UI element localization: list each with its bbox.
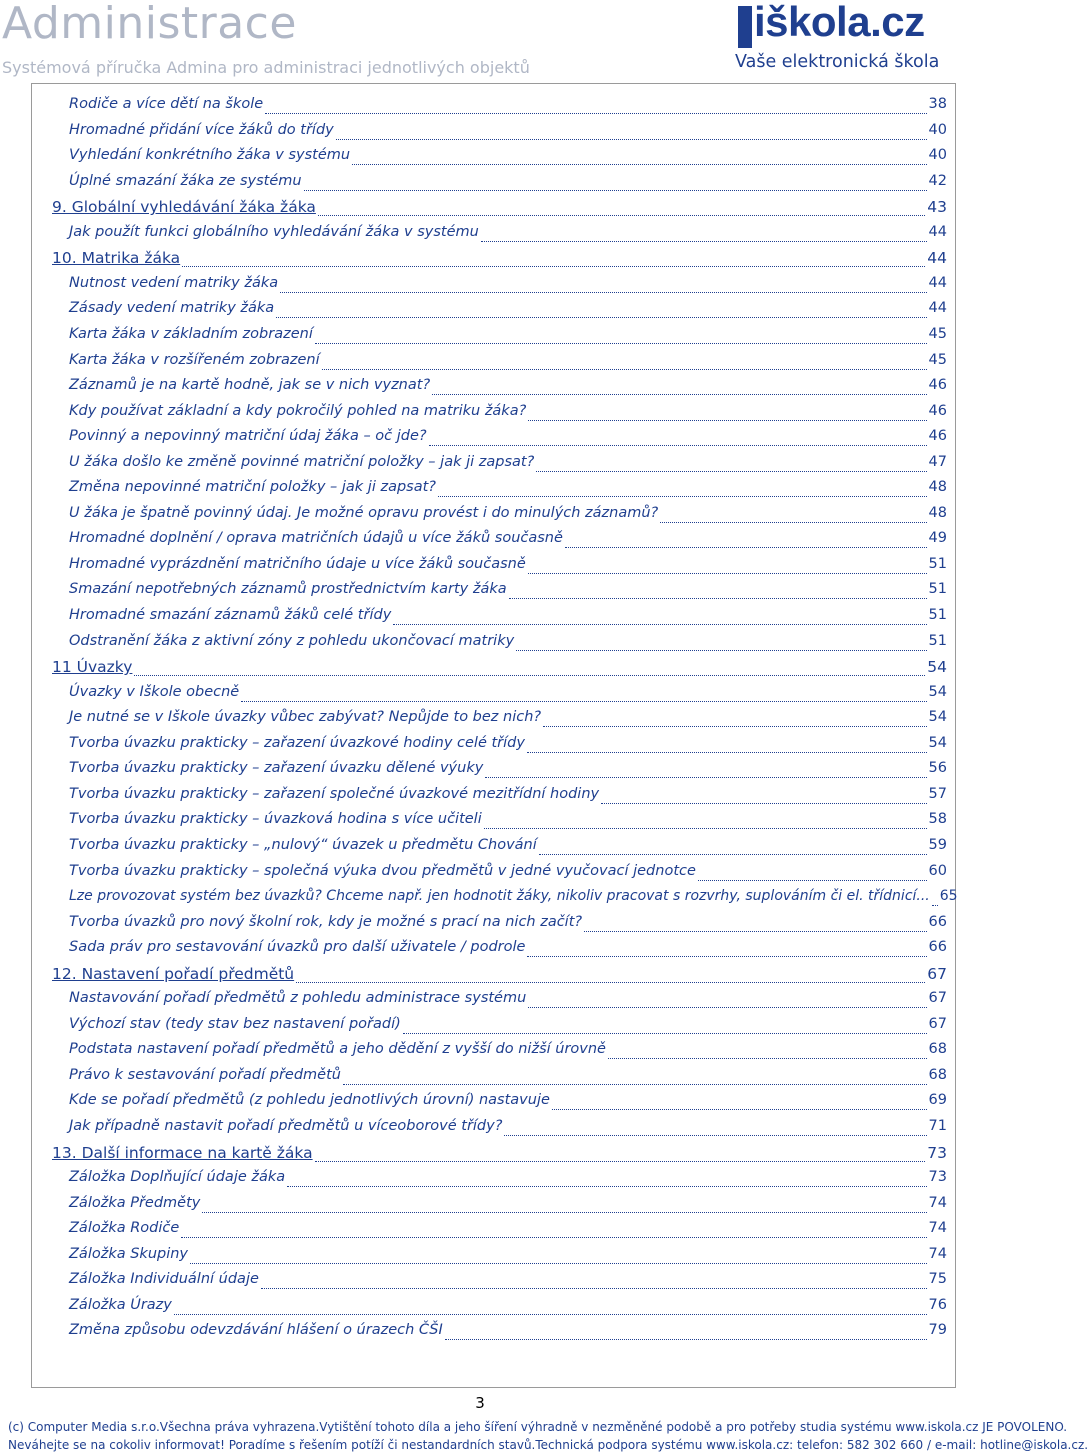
toc-entry[interactable] <box>52 990 947 1014</box>
toc-entry-page: 42 <box>928 172 947 189</box>
toc-entry-page: 66 <box>928 939 947 956</box>
toc-entry-page: 43 <box>927 198 947 217</box>
toc-entry[interactable] <box>52 403 947 427</box>
toc-entry-label: Úplné smazání žáka ze systému <box>69 172 302 189</box>
toc-entry-page: 51 <box>928 607 947 623</box>
toc-dot-leader <box>543 725 926 727</box>
toc-entry-label: Právo k sestavování pořadí předmětů <box>69 1066 341 1083</box>
toc-entry[interactable] <box>52 581 947 605</box>
toc-entry-label: Záznamů je na kartě hodně, jak se v nich vyznat? <box>69 377 431 394</box>
toc-dot-leader <box>536 470 926 472</box>
toc-entry[interactable] <box>52 1041 947 1065</box>
toc-dot-leader <box>432 393 926 395</box>
toc-dot-leader <box>241 700 926 702</box>
toc-entry[interactable] <box>52 300 947 324</box>
toc-entry[interactable] <box>52 505 947 529</box>
toc-entry[interactable] <box>52 1092 947 1116</box>
toc-entry[interactable] <box>52 147 947 171</box>
toc-dot-leader <box>304 189 927 191</box>
toc-entry-page: 49 <box>928 530 947 547</box>
toc-entry[interactable] <box>52 735 947 759</box>
toc-entry-label: Hromadné vyprázdnění matričního údaje u více žáků současně <box>69 555 526 572</box>
toc-dot-leader <box>318 214 925 216</box>
toc-entry-label: U žáka je špatně povinný údaj. Je možné opravu provést i do minulých záznamů? <box>69 504 659 521</box>
toc-entry-page: 67 <box>928 1015 947 1032</box>
toc-entry-page: 45 <box>928 351 947 368</box>
toc-entry[interactable] <box>52 530 947 554</box>
toc-entry-label: Karta žáka v základním zobrazení <box>69 325 313 342</box>
toc-entry[interactable] <box>52 1118 947 1142</box>
logo-tagline: Vaše elektronická škola <box>735 52 940 72</box>
toc-entry-page: 38 <box>928 96 947 112</box>
toc-entry-label: Karta žáka v rozšířeném zobrazení <box>69 351 320 368</box>
toc-entry[interactable] <box>52 811 947 835</box>
toc-entry-page: 51 <box>928 632 947 649</box>
toc-entry-page: 44 <box>928 223 947 240</box>
toc-entry-label: Odstranění žáka z aktivní zóny z pohledu ukončovací matriky <box>69 632 515 649</box>
toc-dot-leader <box>429 444 927 446</box>
toc-entry-page: 48 <box>928 479 947 496</box>
toc-entry[interactable] <box>52 198 947 222</box>
toc-entry-label: 13. Další informace na kartě žáka <box>52 1143 313 1162</box>
toc-entry-label: Podstata nastavení pořadí předmětů a jeho dědění z vyšší do nižší úrovně <box>69 1041 606 1058</box>
toc-dot-leader <box>527 955 926 957</box>
toc-entry-page: 54 <box>927 658 947 677</box>
toc-entry-label: Sada práv pro sestavování úvazků pro další uživatele / podrole <box>69 939 526 956</box>
toc-entry-page: 44 <box>928 300 947 317</box>
toc-entry-page: 73 <box>927 1143 947 1162</box>
toc-entry-label: Úvazky v Iškole obecně <box>69 683 240 700</box>
toc-entry[interactable] <box>52 556 947 580</box>
toc-entry-page: 59 <box>928 836 947 853</box>
toc-entry-page: 71 <box>928 1118 947 1134</box>
toc-entry[interactable] <box>52 709 947 733</box>
toc-entry-page: 57 <box>928 785 947 802</box>
toc-dot-leader <box>276 316 926 318</box>
toc-entry-page: 56 <box>928 760 947 777</box>
iskola-logo <box>735 0 958 77</box>
toc-dot-leader <box>315 1160 926 1162</box>
toc-entry[interactable] <box>52 96 947 120</box>
toc-entry-label: Změna způsobu odevzdávání hlášení o úrazech ČŠI <box>69 1322 443 1339</box>
toc-dot-leader <box>565 546 927 548</box>
toc-entry-label: Hromadné smazání záznamů žáků celé třídy <box>69 607 392 623</box>
toc-entry[interactable] <box>52 454 947 478</box>
toc-entry-page: 79 <box>928 1322 947 1339</box>
toc-entry-label: Vyhledání konkrétního žáka v systému <box>69 147 351 164</box>
toc-dot-leader <box>516 649 926 651</box>
toc-entry[interactable] <box>52 173 947 197</box>
toc-dot-leader <box>182 265 925 267</box>
toc-dot-leader <box>539 853 927 855</box>
toc-dot-leader <box>527 751 927 753</box>
toc-entry-page: 47 <box>928 453 947 470</box>
toc-dot-leader <box>608 1057 927 1059</box>
toc-entry-page: 51 <box>928 581 947 598</box>
toc-entry-page: 44 <box>928 274 947 291</box>
toc-entry-label: Záložka Doplňující údaje žáka <box>69 1169 286 1186</box>
toc-dot-leader <box>181 1236 926 1238</box>
toc-entry[interactable] <box>52 377 947 401</box>
toc-entry[interactable] <box>52 1195 947 1219</box>
toc-dot-leader <box>484 827 927 829</box>
toc-dot-leader <box>393 623 926 625</box>
toc-entry-label: Hromadné přidání více žáků do třídy <box>69 121 334 138</box>
toc-entry-label: Tvorba úvazku prakticky – zařazení společné úvazkové mezitřídní hodiny <box>69 785 600 802</box>
toc-entry[interactable] <box>52 658 947 682</box>
toc-entry-label: Záložka Skupiny <box>69 1245 189 1262</box>
page-header <box>0 0 960 80</box>
toc-entry[interactable] <box>52 1297 947 1321</box>
toc-entry-label: Výchozí stav (tedy stav bez nastavení pořadí) <box>69 1015 401 1032</box>
toc-entry[interactable] <box>52 1067 947 1091</box>
page-number: 3 <box>475 1394 485 1412</box>
toc-entry-label: Kdy používat základní a kdy pokročilý pohled na matriku žáka? <box>69 402 527 419</box>
toc-dot-leader <box>698 879 927 881</box>
toc-dot-leader <box>932 904 938 906</box>
toc-dot-leader <box>202 1211 926 1213</box>
toc-dot-leader <box>584 930 926 932</box>
toc-entry-page: 46 <box>928 402 947 419</box>
logo-wordmark: iškola.cz <box>754 0 925 45</box>
toc-entry[interactable] <box>52 1144 947 1168</box>
toc-dot-leader <box>504 1134 926 1136</box>
toc-dot-leader <box>481 240 927 242</box>
toc-dot-leader <box>315 342 927 344</box>
toc-dot-leader <box>352 163 926 165</box>
toc-entry-page: 75 <box>928 1271 947 1288</box>
toc-dot-leader <box>528 572 927 574</box>
toc-entry[interactable] <box>52 122 947 146</box>
toc-entry-page: 66 <box>928 913 947 930</box>
toc-dot-leader <box>343 1083 927 1085</box>
toc-entry[interactable] <box>52 1322 947 1346</box>
toc-dot-leader <box>261 1287 927 1289</box>
toc-entry-label: Je nutné se v Iškole úvazky vůbec zabývat? Nepůjde to bez nich? <box>69 709 542 726</box>
toc-entry-label: Záložka Individuální údaje <box>69 1271 259 1288</box>
toc-dot-leader <box>509 597 927 599</box>
toc-entry-page: 76 <box>928 1296 947 1313</box>
toc-entry[interactable] <box>52 760 947 784</box>
logo-bar-icon <box>738 6 752 48</box>
toc-entry-label: Rodiče a více dětí na škole <box>69 96 264 112</box>
toc-dot-leader <box>336 138 927 140</box>
toc-entry-label: Hromadné doplnění / oprava matričních údajů u více žáků současně <box>69 530 563 547</box>
toc-dot-leader <box>174 1313 927 1315</box>
toc-entry[interactable] <box>52 1169 947 1193</box>
toc-entry-label: Kde se pořadí předmětů (z pohledu jednotlivých úrovní) nastavuje <box>69 1092 550 1109</box>
toc-entry-page: 68 <box>928 1066 947 1083</box>
toc-entry-label: Tvorba úvazků pro nový školní rok, kdy je možné s prací na nich začít? <box>69 913 583 930</box>
toc-entry-page: 48 <box>928 504 947 521</box>
toc-dot-leader <box>296 981 925 983</box>
footer-support: Neváhejte se na cokoliv informovat! Poradíme s řešením potíží či nestandardních stavů.Technická podpora systému www.iskola.cz: telefon: 582 302 660 / e-mail: hotline@iskola.cz. <box>8 1438 1088 1452</box>
toc-dot-leader <box>287 1185 926 1187</box>
toc-entry-page: 68 <box>928 1041 947 1058</box>
toc-entry-page: 74 <box>928 1220 947 1237</box>
toc-entry-label: Nutnost vedení matriky žáka <box>69 274 279 291</box>
toc-entry-label: Záložka Předměty <box>69 1194 201 1211</box>
toc-dot-leader <box>660 521 926 523</box>
toc-dot-leader <box>528 1006 926 1008</box>
toc-entry-label: Tvorba úvazku prakticky – zařazení úvazku dělené výuky <box>69 760 484 777</box>
toc-entry-page: 46 <box>928 428 947 445</box>
toc-entry[interactable] <box>52 352 947 376</box>
toc-entry[interactable] <box>52 863 947 887</box>
toc-entry[interactable] <box>52 428 947 452</box>
toc-entry[interactable] <box>52 965 947 989</box>
toc-entry[interactable] <box>52 1271 947 1295</box>
toc-entry[interactable] <box>52 888 958 912</box>
toc-entry[interactable] <box>52 633 947 657</box>
toc-entry[interactable] <box>52 249 947 273</box>
toc-entry-label: 9. Globální vyhledávání žáka žáka <box>52 198 316 217</box>
footer-copyright: (c) Computer Media s.r.o.Všechna práva vyhrazena.Vytištění tohoto díla a jeho šíření výhradně v nezměněné podobě a pro potřeby studia systému www.iskola.cz JE POVOLENO. <box>8 1420 1068 1434</box>
toc-entry[interactable] <box>52 684 947 708</box>
page-footer <box>8 1418 1088 1454</box>
toc-entry-label: Jak případně nastavit pořadí předmětů u víceoborové třídy? <box>69 1118 503 1134</box>
toc-entry[interactable] <box>52 479 947 503</box>
toc-entry-label: Lze provozovat systém bez úvazků? Chceme např. jen hodnotit žáky, nikoliv pracovat s rozvrhy, suplováním či el. třídnicí... <box>69 888 930 905</box>
toc-entry-label: 11 Úvazky <box>52 658 133 677</box>
toc-entry[interactable] <box>52 1246 947 1270</box>
toc-entry[interactable] <box>52 607 947 631</box>
toc-entry-page: 60 <box>928 862 947 879</box>
toc-entry-page: 54 <box>928 709 947 726</box>
toc-entry-page: 67 <box>928 990 947 1007</box>
toc-entry-page: 40 <box>928 121 947 138</box>
toc-entry-page: 67 <box>927 964 947 983</box>
toc-entry-label: Smazání nepotřebných záznamů prostřednictvím karty žáka <box>69 581 507 598</box>
toc-entry-label: Záložka Úrazy <box>69 1296 172 1313</box>
toc-entry-page: 54 <box>928 734 947 751</box>
toc-entry-page: 74 <box>928 1194 947 1211</box>
toc-dot-leader <box>438 495 927 497</box>
toc-dot-leader <box>485 776 926 778</box>
toc-entry-label: 10. Matrika žáka <box>52 249 181 268</box>
toc-entry-page: 40 <box>928 147 947 164</box>
toc-entry-label: 12. Nastavení pořadí předmětů <box>52 964 295 983</box>
toc-entry[interactable] <box>52 837 947 861</box>
toc-entry-label: Jak použít funkci globálního vyhledávání žáka v systému <box>69 223 479 240</box>
toc-entry-label: Povinný a nepovinný matriční údaj žáka – oč jde? <box>69 428 427 445</box>
toc-entry-label: Nastavování pořadí předmětů z pohledu administrace systému <box>69 990 527 1007</box>
toc-dot-leader <box>601 802 926 804</box>
toc-entry-page: 73 <box>928 1169 947 1186</box>
toc-entry-label: Zásady vedení matriky žáka <box>69 300 275 317</box>
toc-entry-label: Tvorba úvazku prakticky – společná výuka dvou předmětů v jedné vyučovací jednotce <box>69 862 696 879</box>
toc-entry[interactable] <box>52 224 947 248</box>
toc-entry-label: Tvorba úvazku prakticky – „nulový“ úvazek u předmětu Chování <box>69 836 537 853</box>
toc-dot-leader <box>403 1032 927 1034</box>
toc-entry-page: 45 <box>928 325 947 342</box>
toc-entry-page: 65 <box>939 888 958 905</box>
toc-entry-page: 58 <box>928 811 947 828</box>
toc-dot-leader <box>528 419 926 421</box>
toc-dot-leader <box>280 291 926 293</box>
toc-entry-label: Změna nepovinné matriční položky – jak ji zapsat? <box>69 479 436 496</box>
toc-dot-leader <box>445 1338 927 1340</box>
toc-entry-page: 74 <box>928 1245 947 1262</box>
toc-entry[interactable] <box>52 1016 947 1040</box>
toc-entry[interactable] <box>52 275 947 299</box>
toc-entry-label: Záložka Rodiče <box>69 1220 180 1237</box>
toc-entry-page: 44 <box>927 249 947 268</box>
toc-entry-label: U žáka došlo ke změně povinné matriční položky – jak ji zapsat? <box>69 453 535 470</box>
toc-dot-leader <box>190 1262 927 1264</box>
toc-entry[interactable] <box>52 939 947 963</box>
toc-entry-page: 46 <box>928 377 947 394</box>
document-title: Administrace <box>2 0 297 49</box>
document-subtitle: Systémová příručka Admina pro administraci jednotlivých objektů <box>2 58 530 77</box>
toc-entry[interactable] <box>52 1220 947 1244</box>
toc-entry[interactable] <box>52 786 947 810</box>
toc-dot-leader <box>552 1108 927 1110</box>
toc-entry-label: Tvorba úvazku prakticky – úvazková hodina s více učiteli <box>69 811 482 828</box>
toc-entry[interactable] <box>52 326 947 350</box>
toc-entry[interactable] <box>52 914 947 938</box>
toc-entry-page: 69 <box>928 1092 947 1109</box>
toc-dot-leader <box>322 368 927 370</box>
toc-dot-leader <box>134 674 925 676</box>
toc-entry-page: 54 <box>928 683 947 700</box>
toc-entry-page: 51 <box>928 555 947 572</box>
toc-entry-label: Tvorba úvazku prakticky – zařazení úvazkové hodiny celé třídy <box>69 734 525 751</box>
toc-dot-leader <box>265 112 926 114</box>
